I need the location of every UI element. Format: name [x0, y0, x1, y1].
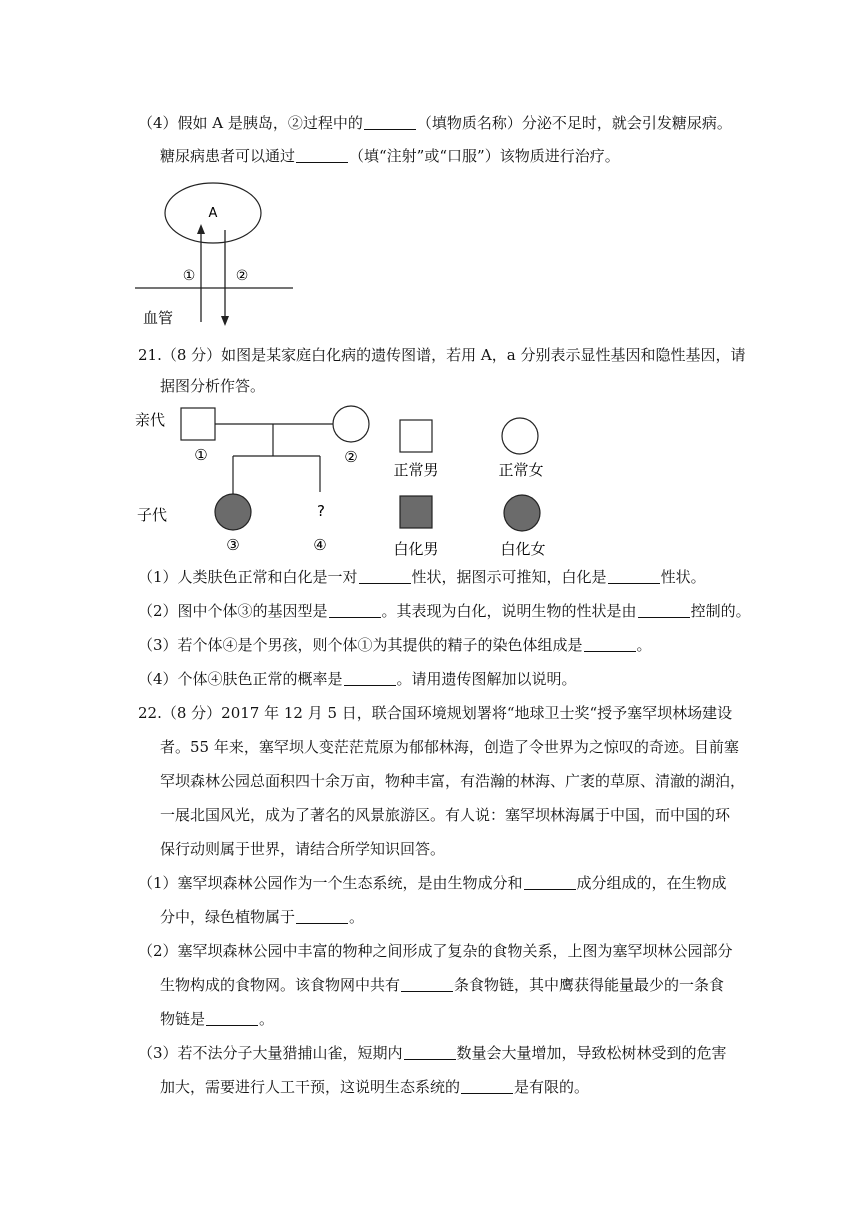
- q21-sub1: [138, 567, 706, 587]
- text: （1）人类肤色正常和白化是一对: [138, 568, 358, 586]
- q22-sub2-line3: [160, 1009, 274, 1029]
- q22-sub2-line2: [160, 975, 724, 995]
- answer-blank[interactable]: [329, 603, 381, 618]
- vessel-label: 血管: [143, 309, 174, 327]
- text: 条食物链，其中鹰获得能量最少的一条食: [454, 976, 725, 994]
- individual-1-normal-male: [181, 408, 215, 440]
- text: 性状。: [660, 568, 706, 586]
- answer-blank[interactable]: [401, 977, 453, 992]
- individual-1-label: ①: [194, 446, 208, 464]
- answer-blank[interactable]: [638, 603, 690, 618]
- q22-sub2-line1: （2）塞罕坝森林公园中丰富的物种之间形成了复杂的食物关系，上图为塞罕坝林公园部分: [138, 942, 733, 960]
- text: （3）若不法分子大量猎捕山雀，短期内: [138, 1044, 403, 1062]
- legend-albino-female-label: 白化女: [500, 540, 546, 558]
- text: （2）图中个体③的基因型是: [138, 602, 328, 620]
- answer-blank[interactable]: [608, 569, 660, 584]
- q22-sub3-line1: [138, 1043, 727, 1063]
- gland-vessel-diagram: [125, 180, 305, 330]
- text: （1）塞罕坝森林公园作为一个生态系统，是由生物成分和: [138, 874, 523, 892]
- text: 数量会大量增加，导致松树林受到的危害: [456, 1044, 727, 1062]
- text: 控制的。: [690, 602, 751, 620]
- text: 是有限的。: [514, 1078, 590, 1096]
- arrow-down-head: [221, 316, 229, 326]
- q20-4-line1: [138, 113, 732, 133]
- answer-blank[interactable]: [296, 148, 348, 163]
- text: 性状，据图示可推知，白化是: [411, 568, 607, 586]
- text: 物链是: [160, 1010, 206, 1028]
- text: （4）个体④肤色正常的概率是: [138, 670, 343, 688]
- text: 加大，需要进行人工干预，这说明生态系统的: [160, 1078, 461, 1096]
- text: （3）若个体④是个男孩，则个体①为其提供的精子的染色体组成是: [138, 636, 583, 654]
- individual-2-label: ②: [344, 448, 358, 466]
- answer-blank[interactable]: [461, 1079, 513, 1094]
- text: 成分组成的，在生物成: [576, 874, 727, 892]
- text: 。: [259, 1010, 275, 1028]
- q22-stem-line3: 罕坝森林公园总面积四十余万亩，物种丰富，有浩瀚的林海、广袤的草原、清澈的湖泊，: [160, 772, 746, 790]
- answer-blank[interactable]: [296, 909, 348, 924]
- legend-albino-male-label: 白化男: [393, 540, 439, 558]
- q22-stem-line2: 者。55 年来，塞罕坝人变茫茫荒原为郁郁林海，创造了令世界为之惊叹的奇迹。目前塞: [160, 738, 739, 756]
- arrow-up-head: [197, 224, 205, 234]
- text: （填物质名称）分泌不足时，就会引发糖尿病。: [416, 114, 732, 132]
- answer-blank[interactable]: [359, 569, 411, 584]
- q22-sub1-line1: [138, 873, 727, 893]
- answer-blank[interactable]: [206, 1011, 258, 1026]
- answer-blank[interactable]: [584, 637, 636, 652]
- answer-blank[interactable]: [404, 1045, 456, 1060]
- text: 。: [349, 908, 365, 926]
- parent-generation-label: 亲代: [135, 411, 166, 429]
- legend-normal-male-symbol: [400, 420, 432, 452]
- text: （4）假如 A 是胰岛，②过程中的: [138, 114, 363, 132]
- q22-sub3-line2: [160, 1077, 589, 1097]
- text: 。其表现为白化，说明生物的性状是由: [381, 602, 637, 620]
- q21-sub3: [138, 635, 652, 655]
- q21-sub2: [138, 601, 751, 621]
- text: 分中，绿色植物属于: [160, 908, 296, 926]
- organ-label: A: [208, 206, 218, 221]
- q21-sub4: [138, 669, 577, 689]
- legend-normal-male-label: 正常男: [393, 461, 439, 479]
- answer-blank[interactable]: [364, 115, 416, 130]
- q21-stem-line1: 21.（8 分）如图是某家庭白化病的遗传图谱，若用 A，a 分别表示显性基因和隐性基因，请: [138, 346, 746, 364]
- answer-blank[interactable]: [344, 671, 396, 686]
- process-2-label: ②: [235, 268, 249, 284]
- individual-4-unknown: ?: [317, 502, 325, 520]
- individual-3-albino-female: [215, 494, 251, 530]
- q20-4-line2: [160, 146, 620, 166]
- legend-normal-female-symbol: [502, 418, 538, 454]
- individual-4-label: ④: [313, 536, 327, 554]
- q22-stem-line1: 22.（8 分）2017 年 12 月 5 日，联合国环境规划署将“地球卫士奖“授予塞罕坝林场建设: [138, 704, 733, 722]
- text: 生物构成的食物网。该食物网中共有: [160, 976, 401, 994]
- legend-normal-female-label: 正常女: [498, 461, 544, 479]
- individual-3-label: ③: [226, 536, 240, 554]
- text: 糖尿病患者可以通过: [160, 147, 296, 165]
- legend-albino-male-symbol: [400, 496, 432, 528]
- q22-stem-line4: 一展北国风光，成为了著名的风景旅游区。有人说：塞罕坝林海属于中国，而中国的环: [160, 806, 731, 824]
- answer-blank[interactable]: [524, 875, 576, 890]
- q21-stem-line2: 据图分析作答。: [160, 377, 266, 395]
- q22-stem-line5: 保行动则属于世界，请结合所学知识回答。: [160, 840, 446, 858]
- legend-albino-female-symbol: [504, 495, 540, 531]
- q22-sub1-line2: [160, 907, 364, 927]
- process-1-label: ①: [182, 268, 196, 284]
- individual-2-normal-female: [333, 406, 369, 442]
- text: 。: [636, 636, 652, 654]
- text: 。请用遗传图解加以说明。: [396, 670, 577, 688]
- child-generation-label: 子代: [137, 506, 168, 524]
- pedigree-chart: [125, 398, 585, 563]
- text: （填“注射”或“口服”）该物质进行治疗。: [349, 147, 620, 165]
